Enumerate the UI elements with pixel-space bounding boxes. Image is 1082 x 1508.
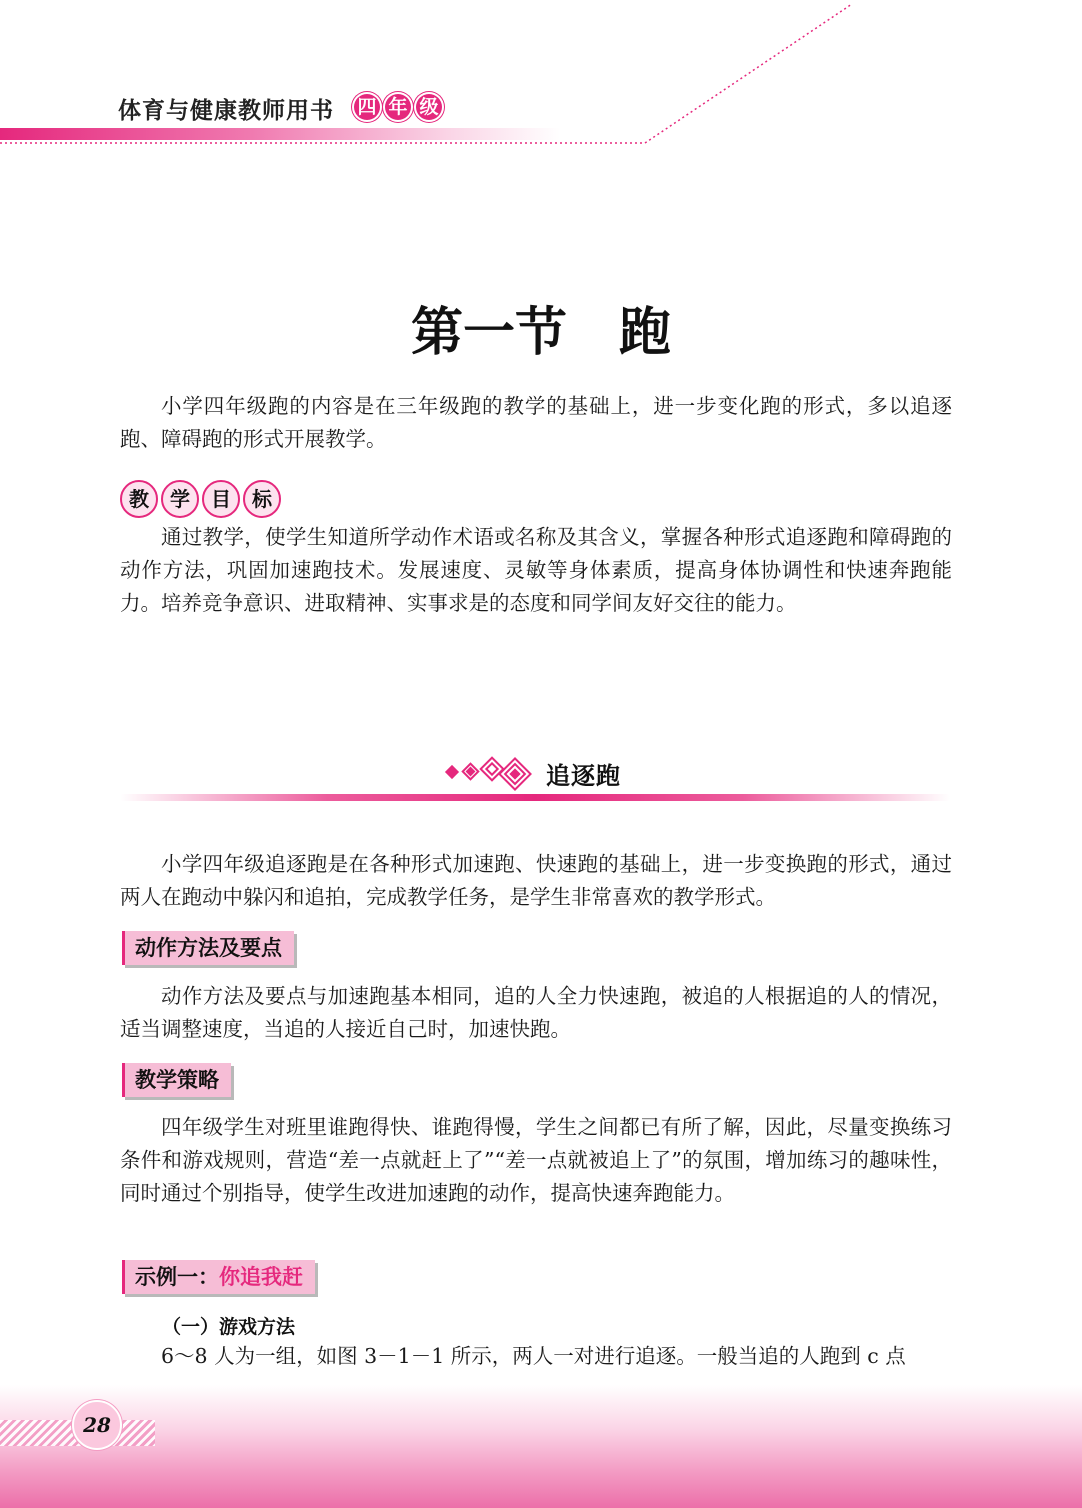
page-number: 28: [72, 1400, 122, 1450]
strategy-label: 教学策略: [122, 1063, 231, 1097]
goal-char: 目: [202, 480, 240, 518]
subsection-heading: 追逐跑: [546, 762, 621, 790]
goal-char: 教: [120, 480, 158, 518]
chase-intro-paragraph: 小学四年级追逐跑是在各种形式加速跑、快速跑的基础上，进一步变换跑的形式，通过两人在跑动中躲闪和追拍，完成教学任务，是学生非常喜欢的教学形式。: [120, 852, 952, 909]
goal-char: 标: [243, 480, 281, 518]
method-paragraph: 动作方法及要点与加速跑基本相同，追的人全力快速跑，被追的人根据追的人的情况，适当调整速度，当追的人接近自己时，加速快跑。: [120, 984, 952, 1041]
subsection-rule: [120, 794, 950, 801]
example-paragraph: 6～8 人为一组，如图 3－1－1 所示，两人一对进行追逐。一般当追的人跑到 c 点: [161, 1344, 906, 1368]
grade-char: 四: [352, 92, 382, 122]
strategy-paragraph: 四年级学生对班里谁跑得快、谁跑得慢，学生之间都已有所了解，因此，尽量变换练习条件和游戏规则，营造“差一点就赶上了”“差一点就被追上了”的氛围，增加练习的趣味性，同时通过个别指导，使学生改进加速跑的动作，提高快速奔跑能力。: [120, 1115, 952, 1205]
game-method-heading: （一）游戏方法: [162, 1316, 296, 1338]
section-title: 第一节 跑: [410, 302, 671, 363]
method-label: 动作方法及要点: [122, 931, 294, 965]
goal-char: 学: [161, 480, 199, 518]
example-prefix: 示例一：: [135, 1265, 219, 1289]
book-title: 体育与健康教师用书: [118, 97, 334, 124]
diamond-ornament-icon: [444, 752, 534, 792]
grade-badge: [352, 92, 445, 126]
intro-paragraph: 小学四年级跑的内容是在三年级跑的教学的基础上，进一步变化跑的形式，多以追逐跑、障碍跑的形式开展教学。: [120, 394, 952, 451]
teaching-goals-badge: [120, 480, 284, 518]
header-bar: [0, 128, 560, 140]
goals-paragraph: 通过教学，使学生知道所学动作术语或名称及其含义，掌握各种形式追逐跑和障碍跑的动作方法，巩固加速跑技术。发展速度、灵敏等身体素质，提高身体协调性和快速奔跑能力。培养竞争意识、进取精神、实事求是的态度和同学间友好交往的能力。: [120, 525, 952, 615]
footer-band: [0, 1385, 1082, 1508]
grade-char: 年: [383, 92, 413, 122]
grade-char: 级: [414, 92, 444, 122]
example-label: [122, 1260, 315, 1294]
example-name: 你追我赶: [219, 1265, 303, 1289]
